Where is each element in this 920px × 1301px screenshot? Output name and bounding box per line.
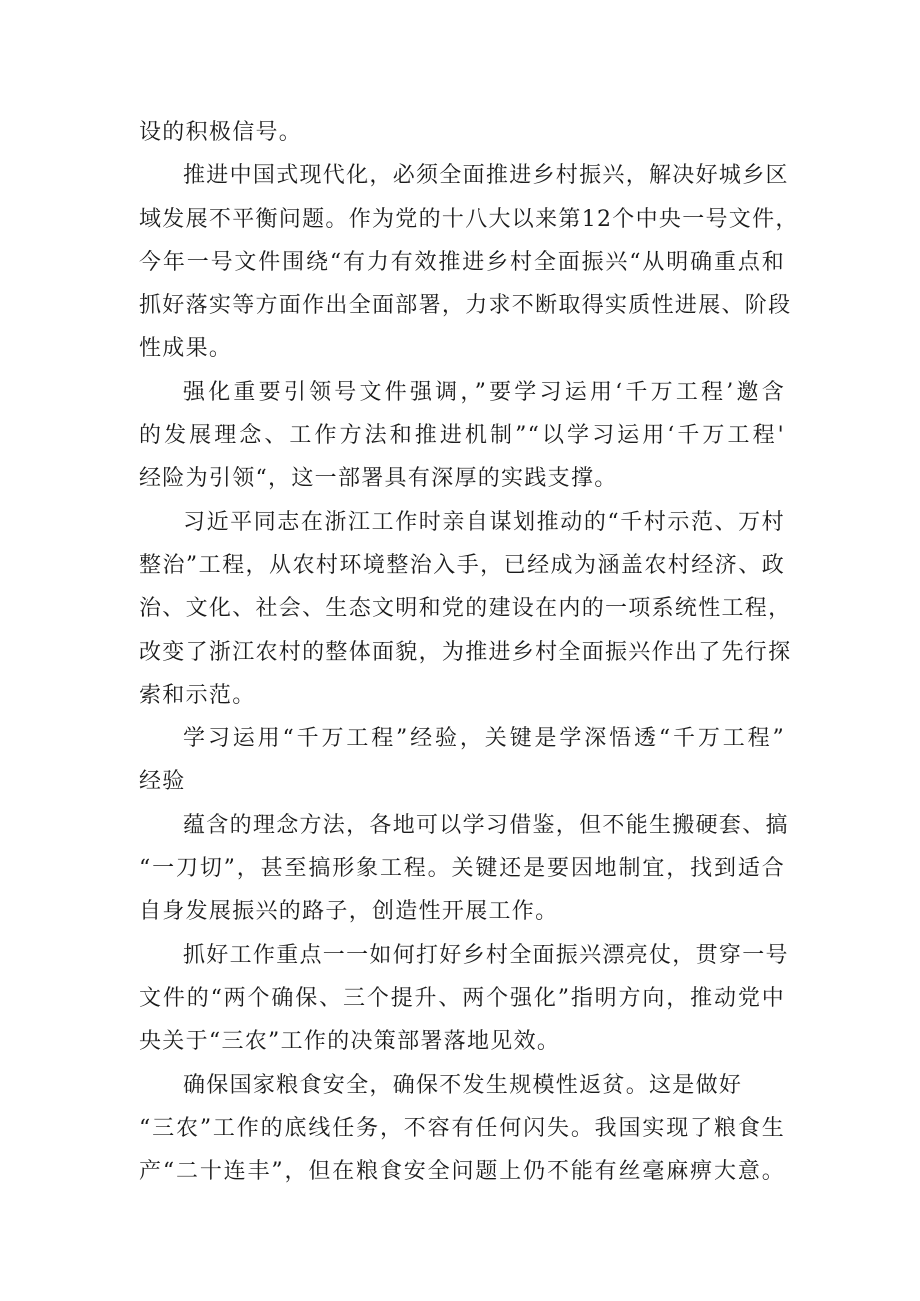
text-line: 性成果。 <box>139 336 233 362</box>
text-line: 今年一号文件围绕“有力有效推进乡村全面振兴“从明确重点和 <box>139 249 785 275</box>
text-line: 改变了浙江农村的整体面貌，为推进乡村全面振兴作出了先行探 <box>139 639 792 665</box>
text-line: 抓好落实等方面作出全面部署，力求不断取得实质性进展、阶段 <box>139 293 792 319</box>
text-line: 蕴含的理念方法，各地可以学习借鉴，但不能生搬硬套、搞 <box>183 812 789 838</box>
paragraph <box>139 717 785 804</box>
text-line: 确保国家粮食安全，确保不发生规模性返贫。这是做好 <box>183 1072 743 1098</box>
paragraph <box>139 501 792 717</box>
paragraph <box>139 111 785 154</box>
text-line: 索和示范。 <box>139 682 256 708</box>
paragraph <box>139 934 789 1064</box>
text-line: 自身发展振兴的路子，创造性开展工作。 <box>139 899 559 925</box>
text-line: 学习运用“千万工程”经验，关键是学深悟透“千万工程” <box>183 726 785 752</box>
paragraph <box>139 1064 785 1194</box>
paragraph <box>139 154 799 370</box>
text-line: 产“二十连丰”，但在粮食安全问题上仍不能有丝毫麻痹大意。 <box>139 1159 785 1185</box>
text-line: 抓好工作重点一一如何打好乡村全面振兴漂亮仗，贯穿一号 <box>183 942 789 968</box>
paragraph <box>139 371 785 501</box>
text-line: 设的积极信号。 <box>139 120 303 145</box>
text-line: 的发展理念、工作方法和推进机制”“以学习运用‘千万工程' <box>139 423 785 449</box>
document-body <box>139 111 799 1193</box>
text-line: 推进中国式现代化，必须全面推进乡村振兴，解决好城乡区 <box>183 163 789 189</box>
paragraph <box>139 804 789 934</box>
text-line: 强化重要引领号文件强调，”要学习运用‘千万工程’邀含 <box>183 379 785 405</box>
text-line: 经险为引领“，这一部署具有深厚的实践支撑。 <box>139 466 618 492</box>
text-line: 整治”工程，从农村环境整治入手，已经成为涵盖农村经济、政 <box>139 552 785 578</box>
text-line: 域发展不平衡问题。作为党的十八大以来第12个中央一号文件， <box>139 206 799 232</box>
text-line: 经验 <box>139 769 186 795</box>
text-line: 央关于“三农”工作的决策部署落地见效。 <box>139 1029 561 1055</box>
text-line: 习近平同志在浙江工作时亲自谋划推动的“千村示范、万村 <box>183 509 785 535</box>
text-line: “三农”工作的底线任务，不容有任何闪失。我国实现了粮食生 <box>139 1115 785 1141</box>
text-line: “一刀切”，甚至搞形象工程。关键还是要因地制宜，找到适合 <box>139 856 785 882</box>
text-line: 文件的“两个确保、三个提升、两个强化”指明方向，推动党中 <box>139 985 785 1011</box>
text-line: 治、文化、社会、生态文明和党的建设在内的一项系统性工程， <box>139 596 792 622</box>
